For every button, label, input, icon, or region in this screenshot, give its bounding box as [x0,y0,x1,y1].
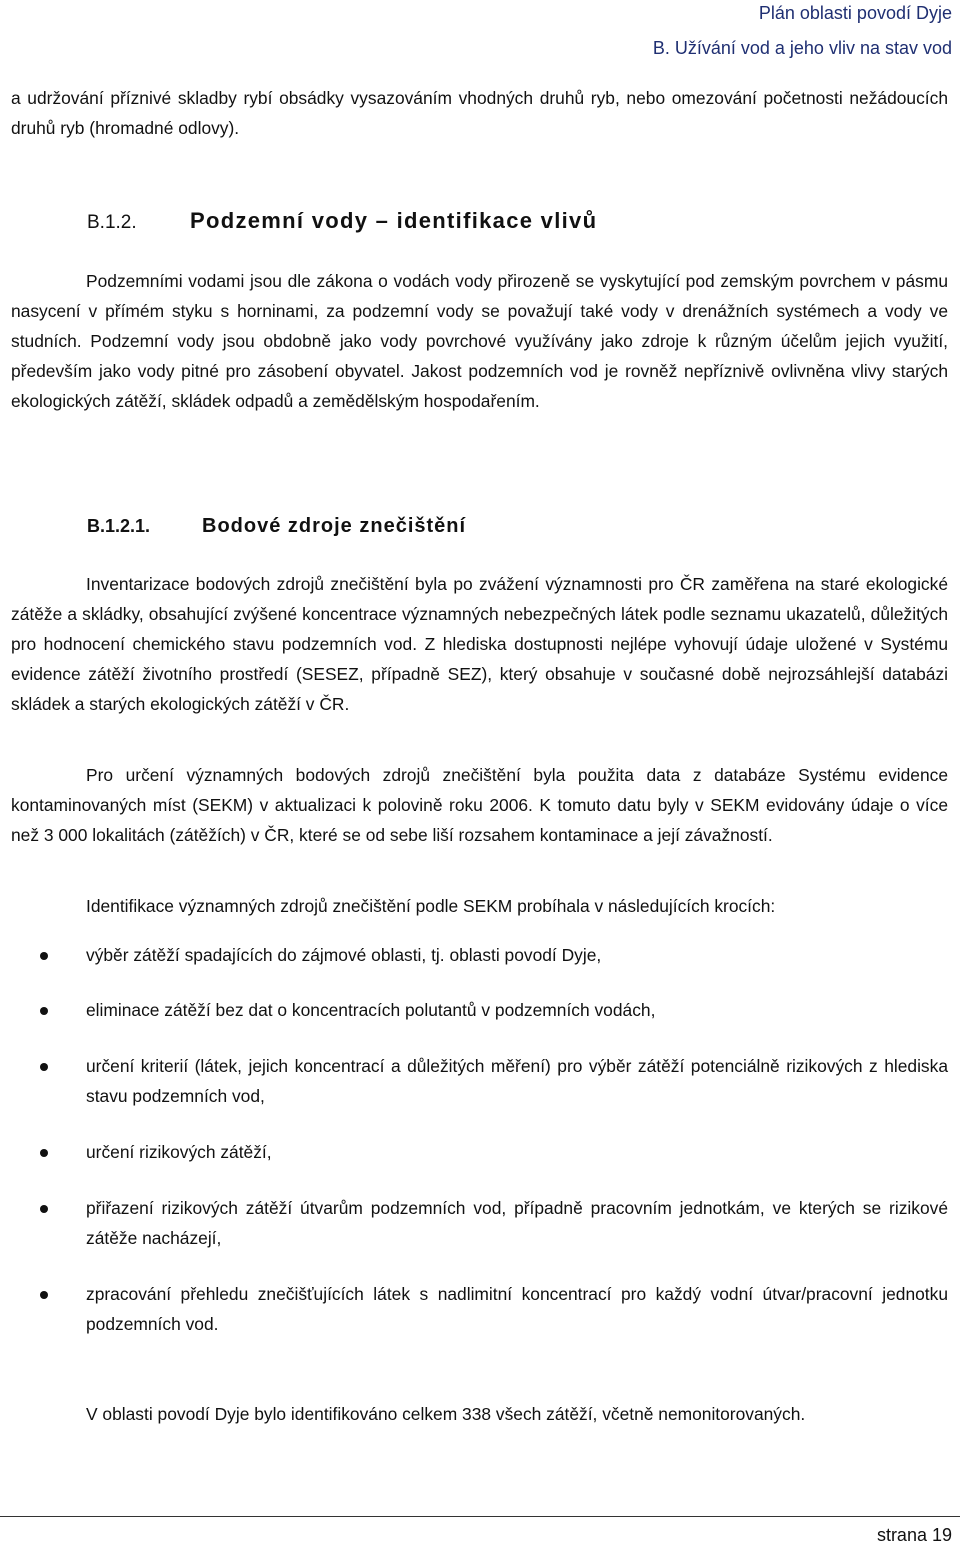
paragraph-fish-stock: a udržování příznivé skladby rybí obsádky vysazováním vhodných druhů ryb, nebo omezování početnosti nežádoucích druhů ryb (hromadné odlovy). [11,88,948,138]
bullet-marker [40,1291,48,1299]
section-number: B.1.2. [87,212,137,233]
list-item: eliminace zátěží bez dat o koncentracích polutantů v podzemních vodách, [86,1000,656,1020]
bullet-marker [40,952,48,960]
paragraph-total-count: V oblasti povodí Dyje bylo identifikováno celkem 338 všech zátěží, včetně nemonitorovaných. [86,1404,806,1424]
paragraph-groundwater-definition: Podzemními vodami jsou dle zákona o vodách vody přirozeně se vyskytující pod zemským povrchem v pásmu nasycení v přímém styku s horninami, za podzemní vody se považují také vody v drenážních systémech a vody ve studních. Podzemní vody jsou obdobně jako vody povrchové využívány jako zdroje k různým účelům jejich využití, především jako vody pitné pro zásobení obyvatel. Jakost podzemních vod je rovněž nepříznivě ovlivněna vlivy starých ekologických zátěží, skládek odpadů a zemědělským hospodařením. [11,271,948,411]
list-item: určení rizikových zátěží, [86,1142,272,1162]
bullet-marker [40,1007,48,1015]
paragraph-inventory: Inventarizace bodových zdrojů znečištění byla po zvážení významnosti pro ČR zaměřena na staré ekologické zátěže a skládky, obsahující zvýšené koncentrace významných nebezpečných látek podle seznamu ukazatelů, důležitých pro hodnocení chemického stavu podzemních vod. Z hlediska dostupnosti nejlépe vyhovují údaje uložené v Systému evidence zátěží životního prostředí (SESEZ, případně SEZ), který obsahuje v současné době nejrozsáhlejší databázi skládek a starých ekologických zátěží v ČR. [11,574,948,714]
header-chapter-title: B. Užívání vod a jeho vliv na stav vod [652,38,952,58]
bullet-marker [40,1063,48,1071]
bullet-marker [40,1149,48,1157]
list-item: přiřazení rizikových zátěží útvarům podzemních vod, případně pracovním jednotkám, ve kterých se rizikové zátěže nacházejí, [86,1198,948,1248]
header-document-title: Plán oblasti povodí Dyje [758,3,952,23]
section-heading-groundwater [87,206,597,238]
paragraph-identification-steps: Identifikace významných zdrojů znečištění podle SEKM probíhala v následujících krocích: [86,896,776,916]
footer-divider [0,1516,960,1517]
subsection-title: Bodové zdroje znečištění [202,515,467,537]
list-item: výběr zátěží spadajících do zájmové oblasti, tj. oblasti povodí Dyje, [86,945,602,965]
section-title: Podzemní vody – identifikace vlivů [190,208,598,233]
list-item: určení kriterií (látek, jejich koncentrací a důležitých měření) pro výběr zátěží potenciálně rizikových z hlediska stavu podzemních vod, [86,1056,948,1106]
bullet-marker [40,1205,48,1213]
page-number: strana 19 [876,1525,952,1545]
paragraph-sekm-data: Pro určení významných bodových zdrojů znečištění byla použita data z databáze Systému evidence kontaminovaných míst (SEKM) v aktualizaci k polovině roku 2006. K tomuto datu byly v SEKM evidovány údaje o více než 3 000 lokalitách (zátěžích) v ČR, které se od sebe liší rozsahem kontaminace a její závažností. [11,765,948,845]
subsection-number: B.1.2.1. [87,516,151,536]
subsection-heading-point-sources [87,511,466,541]
list-item: zpracování přehledu znečišťujících látek s nadlimitní koncentrací pro každý vodní útvar/pracovní jednotku podzemních vod. [86,1284,948,1334]
